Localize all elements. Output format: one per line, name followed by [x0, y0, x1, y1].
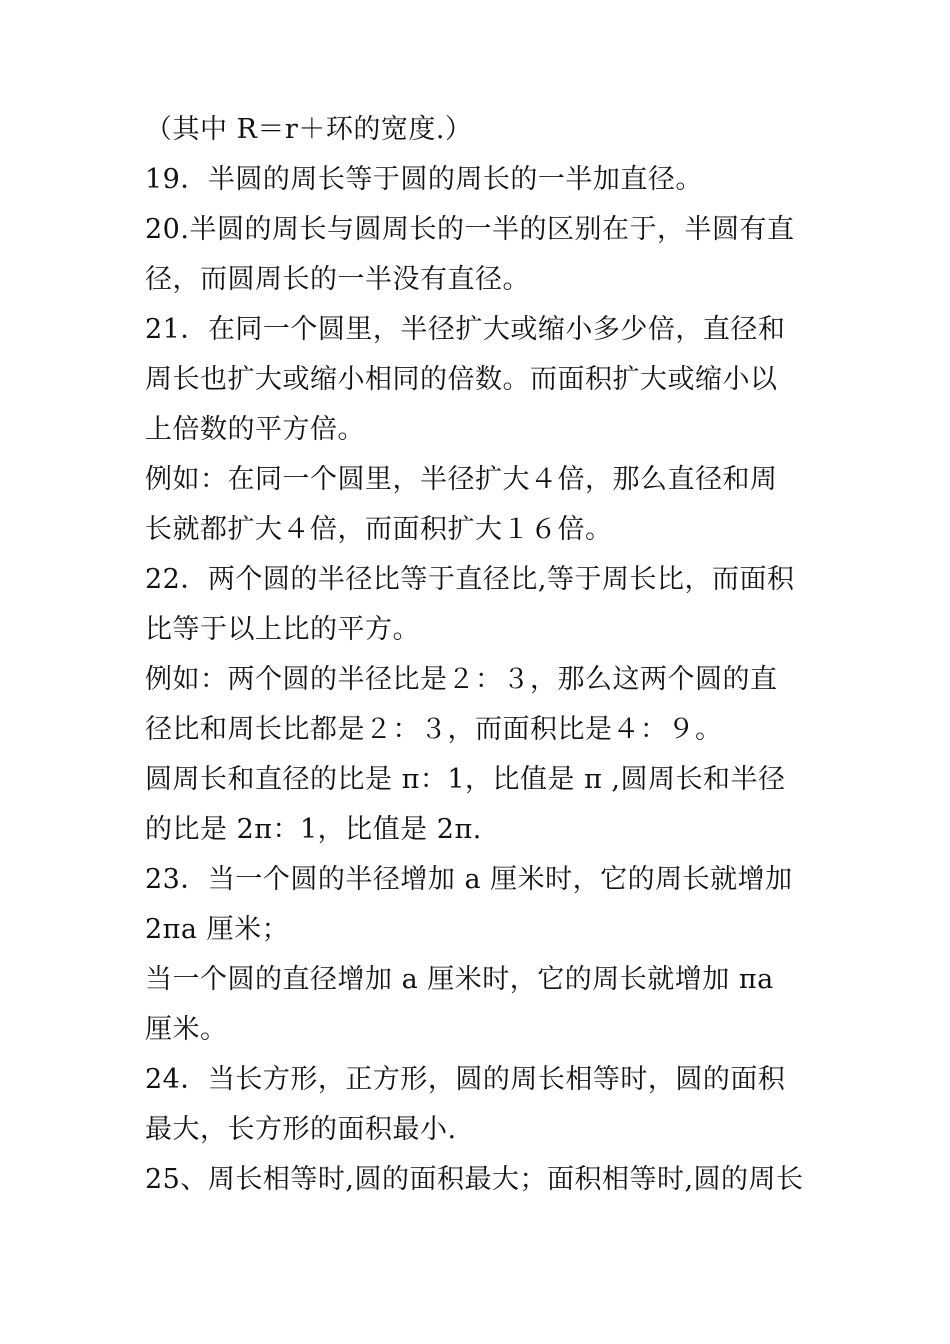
- text-line: 周长也扩大或缩小相同的倍数。而面积扩大或缩小以: [145, 364, 778, 395]
- text-line: 长就都扩大４倍，而面积扩大１６倍。: [145, 514, 613, 545]
- text-line: 上倍数的平方倍。: [145, 414, 365, 445]
- text-line: 19．半圆的周长等于圆的周长的一半加直径。: [145, 164, 703, 195]
- text-line: 厘米。: [145, 1014, 228, 1045]
- text-line: 的比是 2π：1，比值是 2π.: [145, 814, 482, 845]
- text-line: 比等于以上比的平方。: [145, 614, 420, 645]
- text-line: 24．当长方形，正方形，圆的周长相等时，圆的面积: [145, 1064, 786, 1095]
- text-line: （其中 R＝r＋环的宽度.）: [145, 114, 473, 145]
- text-line: 径，而圆周长的一半没有直径。: [145, 264, 530, 295]
- text-line: 例如：两个圆的半径比是２：３，那么这两个圆的直: [145, 664, 778, 695]
- text-line: 例如：在同一个圆里，半径扩大４倍，那么直径和周: [145, 464, 778, 495]
- text-line: 23．当一个圆的半径增加 a 厘米时，它的周长就增加: [145, 864, 793, 895]
- text-line: 最大，长方形的面积最小.: [145, 1114, 457, 1145]
- text-line: 21．在同一个圆里，半径扩大或缩小多少倍，直径和: [145, 314, 786, 345]
- text-line: 20.半圆的周长与圆周长的一半的区别在于，半圆有直: [145, 214, 795, 245]
- text-line: 圆周长和直径的比是 π：1，比值是 π ,圆周长和半径: [145, 764, 786, 795]
- text-line: 当一个圆的直径增加 a 厘米时，它的周长就增加 πa: [145, 964, 774, 995]
- text-line: 22．两个圆的半径比等于直径比,等于周长比，而面积: [145, 564, 795, 595]
- text-line: 2πa 厘米；: [145, 914, 290, 945]
- text-line: 径比和周长比都是２：３，而面积比是４：９。: [145, 714, 723, 745]
- text-line: 25、周长相等时,圆的面积最大；面积相等时,圆的周长: [145, 1164, 804, 1195]
